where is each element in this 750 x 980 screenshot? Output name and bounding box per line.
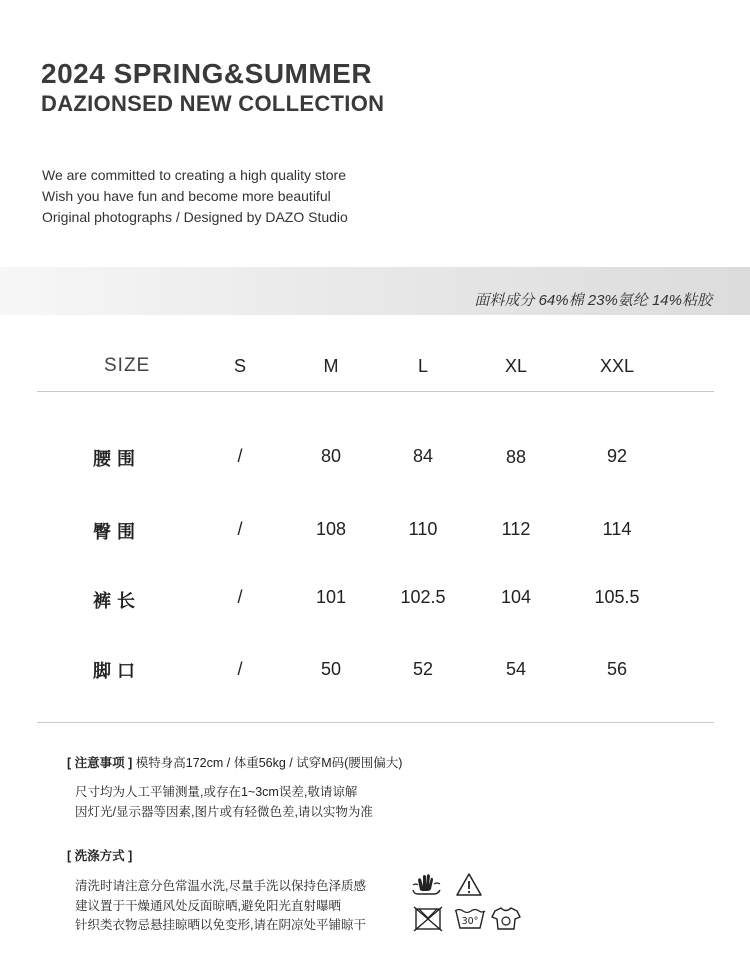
- row-label-hem: 脚口: [93, 661, 141, 681]
- table-cell: 114: [602, 519, 632, 539]
- wash-temp-label: 30°: [461, 916, 479, 927]
- table-cell: /: [237, 659, 243, 679]
- table-cell: 110: [408, 519, 438, 539]
- washing-line-2: 建议置于干燥通风处反面晾晒,避免阳光直射曝晒: [75, 899, 341, 913]
- table-cell: 54: [505, 659, 527, 679]
- note-line-1: 尺寸均为人工平铺测量,或存在1~3cm误差,敬请谅解: [75, 785, 358, 799]
- table-cell: 102.5: [400, 587, 446, 607]
- size-header-l: L: [417, 356, 429, 376]
- table-cell: 88: [505, 447, 527, 467]
- table-cell: 108: [315, 519, 347, 539]
- table-cell: 104: [500, 587, 532, 607]
- dry-flat-shirt-icon: [491, 905, 521, 931]
- table-cell: /: [237, 587, 243, 607]
- table-cell: 56: [606, 659, 628, 679]
- table-cell: 92: [606, 446, 628, 466]
- size-header-s: S: [233, 356, 247, 376]
- collection-title-line2: DAZIONSED NEW COLLECTION: [41, 91, 385, 116]
- size-header-xl: XL: [504, 356, 528, 376]
- row-label-length: 裤长: [93, 591, 141, 611]
- no-tumble-dry-icon: [413, 905, 443, 933]
- table-top-divider: [37, 391, 714, 392]
- washing-heading: [ 洗涤方式 ]: [67, 849, 133, 863]
- table-cell: 112: [501, 519, 531, 539]
- collection-title-line1: 2024 SPRING&SUMMER: [41, 58, 373, 89]
- table-cell: 80: [320, 446, 342, 466]
- table-cell: 84: [412, 446, 434, 466]
- wash-30-icon: [453, 905, 487, 931]
- size-header-m: M: [323, 356, 339, 376]
- hand-wash-icon: [410, 870, 444, 898]
- table-bottom-divider: [37, 722, 714, 723]
- table-cell: /: [237, 446, 243, 466]
- size-header-xxl: XXL: [599, 356, 635, 376]
- size-header-label: SIZE: [104, 355, 151, 376]
- table-cell: 101: [315, 587, 347, 607]
- notes-heading-label: [ 注意事项 ]: [67, 756, 133, 770]
- row-label-waist: 腰围: [93, 449, 141, 469]
- washing-line-1: 清洗时请注意分色常温水洗,尽量手洗以保持色泽质感: [75, 879, 366, 893]
- notes-heading: [67, 753, 402, 771]
- note-line-2: 因灯光/显示器等因素,图片或有轻微色差,请以实物为准: [75, 805, 373, 819]
- intro-line-1: We are committed to creating a high quality store: [42, 167, 347, 183]
- model-info: 模特身高172cm / 体重56kg / 试穿M码(腰围偏大): [135, 756, 403, 770]
- intro-line-3: Original photographs / Designed by DAZO Studio: [42, 209, 348, 225]
- table-cell: 105.5: [594, 587, 640, 607]
- table-cell: /: [237, 519, 243, 539]
- fabric-composition: 面料成分 64%棉 23%氨纶 14%粘胶: [474, 292, 712, 309]
- row-label-hip: 臀围: [93, 522, 141, 542]
- table-cell: 50: [320, 659, 342, 679]
- table-cell: 52: [412, 659, 434, 679]
- intro-line-2: Wish you have fun and become more beautiful: [42, 188, 331, 204]
- washing-line-3: 针织类衣物忌悬挂晾晒以免变形,请在阴凉处平铺晾干: [75, 918, 366, 932]
- warning-icon: [455, 872, 483, 898]
